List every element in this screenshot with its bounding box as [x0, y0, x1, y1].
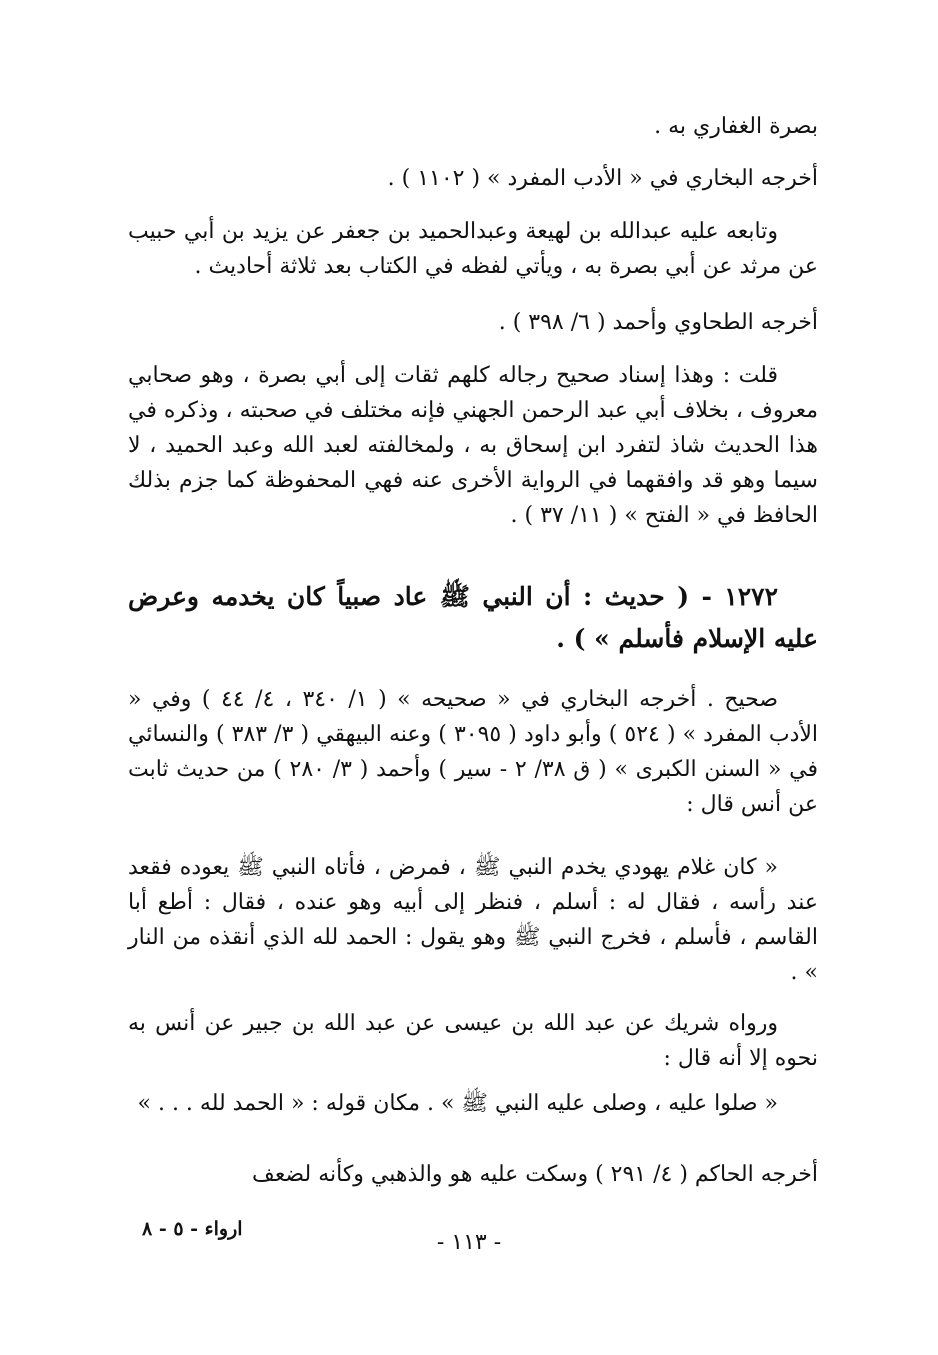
paragraph-4: أخرجه الطحاوي وأحمد ( ٦/ ٣٩٨ ) . [498, 310, 818, 335]
hadith-heading [128, 576, 818, 660]
page-number: - ١١٣ - [436, 1230, 502, 1255]
paragraph-8 [128, 850, 818, 990]
paragraph-7 [128, 682, 818, 822]
paragraph-10-text: « صلوا عليه ، وصلى عليه النبي ﷺ » . مكان قوله : « الحمد لله . . . » [137, 1091, 778, 1116]
paragraph-1: بصرة الغفاري به . [654, 114, 818, 139]
paragraph-5 [128, 358, 818, 533]
paragraph-10 [128, 1086, 818, 1121]
paragraph-3 [128, 214, 818, 284]
page-body [128, 100, 818, 1280]
paragraph-7-text: صحيح . أخرجه البخاري في « صحيحه » ( ١/ ٣٤٠ ، ٤/ ٤٤ ) وفي « الأدب المفرد » ( ٥٢٤ ) وأبو داود ( ٣٠٩٥ ) وعنه البيهقي ( ٣/ ٣٨٣ ) والنسائي في « السنن الكبرى » ( ق ٣٨/ ٢ - سير ) وأحمد ( ٣/ ٢٨٠ ) من حديث ثابت عن أنس قال : [128, 687, 819, 817]
hadith-heading-text: ١٢٧٢ - ( حديث : أن النبي ﷺ عاد صبياً كان يخدمه وعرض عليه الإسلام فأسلم » ) . [128, 582, 818, 653]
paragraph-9-text: ورواه شريك عن عبد الله بن عيسى عن عبد الله بن جبير عن أنس به نحوه إلا أنه قال : [128, 1011, 818, 1071]
paragraph-3-text: وتابعه عليه عبدالله بن لهيعة وعبدالحميد بن جعفر عن يزيد بن أبي حبيب عن مرثد عن أبي بصرة به ، ويأتي لفظه في الكتاب بعد ثلاثة أحاديث . [128, 219, 818, 279]
paragraph-11: أخرجه الحاكم ( ٤/ ٢٩١ ) وسكت عليه هو والذهبي وكأنه لضعف [252, 1162, 818, 1187]
paragraph-2: أخرجه البخاري في « الأدب المفرد » ( ١١٠٢ ) . [387, 166, 818, 191]
paragraph-8-text: « كان غلام يهودي يخدم النبي ﷺ ، فمرض ، فأتاه النبي ﷺ يعوده فقعد عند رأسه ، فقال له : أسلم ، فنظر إلى أبيه وهو عنده ، فقال : أطع أبا القاسم ، فأسلم ، فخرج النبي ﷺ وهو يقول : الحمد لله الذي أنقذه من النار » . [128, 855, 818, 985]
paragraph-9 [128, 1006, 818, 1076]
paragraph-5-text: قلت : وهذا إسناد صحيح رجاله كلهم ثقات إلى أبي بصرة ، وهو صحابي معروف ، بخلاف أبي عبد الرحمن الجهني فإنه مختلف في صحبته ، وذكره في هذا الحديث شاذ لتفرد ابن إسحاق به ، ولمخالفته لعبد الله وعبد الحميد ، لا سيما وهو قد وافقهما في الرواية الأخرى عنه فهي المحفوظة كما جزم بذلك الحافظ في « الفتح » ( ١١/ ٣٧ ) . [128, 363, 818, 528]
footer-signature: ارواء - ٥ - ٨ [142, 1218, 243, 1240]
